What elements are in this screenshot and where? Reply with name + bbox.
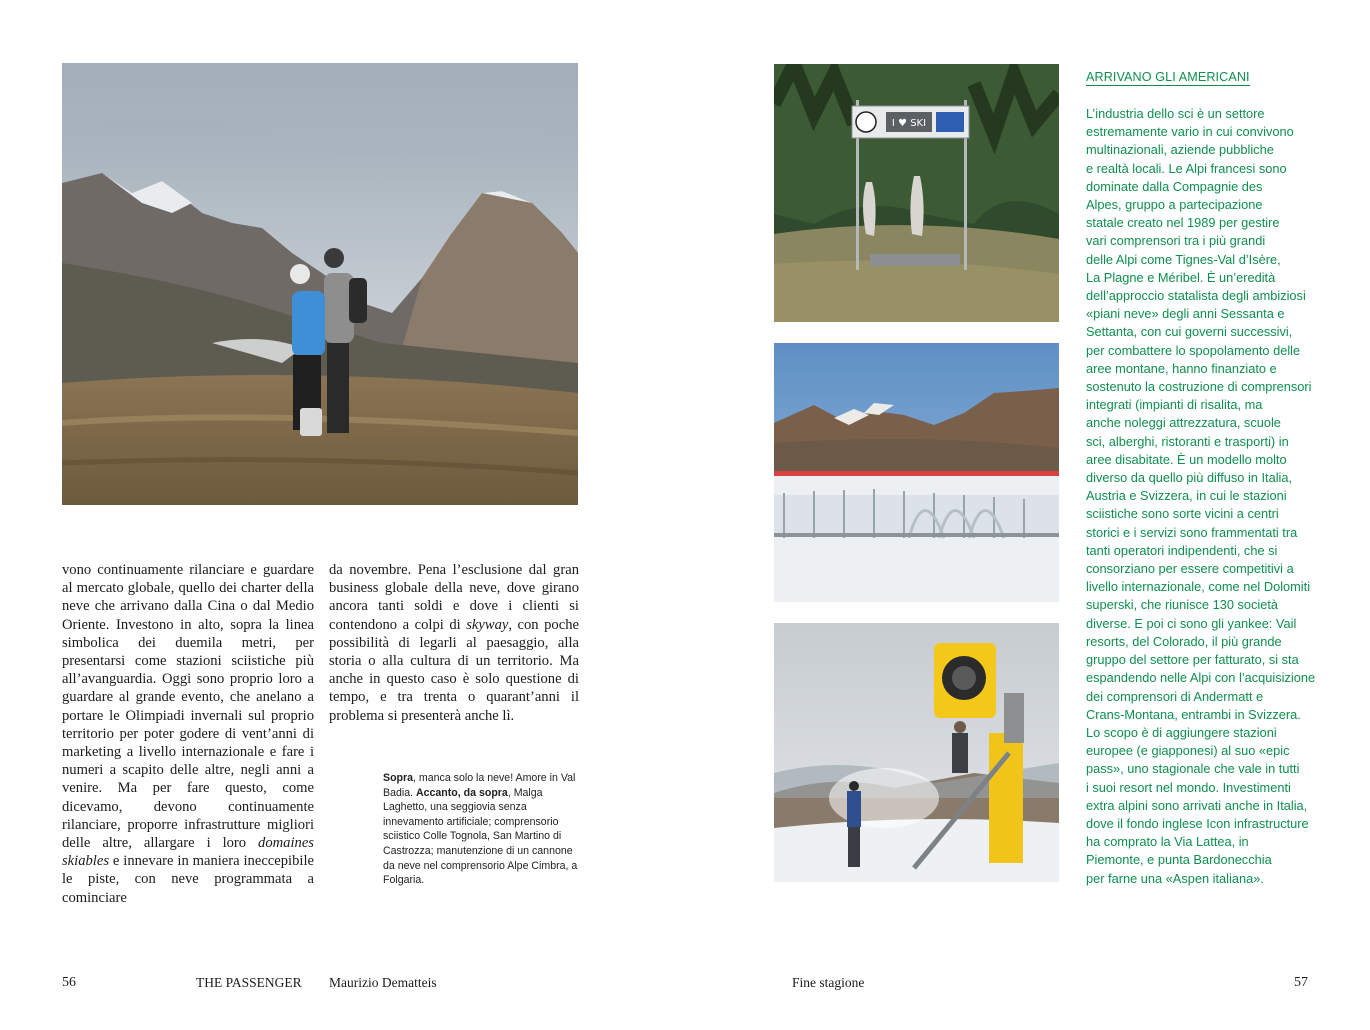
caption-bold-1: Sopra: [383, 772, 414, 784]
sidebar-line: extra alpini sono arrivati anche in Italia,: [1086, 797, 1308, 813]
body-italic-2: skyway: [466, 616, 509, 633]
sidebar-line: gruppo del settore per fatturato, si sta: [1086, 652, 1299, 668]
sidebar-line: sciistiche sono sorte vicini a centri: [1086, 506, 1279, 522]
body-text-1: vono continuamente rilanciare e guardare al mercato globale, quello dei charter della neve che arrivano dalla Cina o dal Medio Oriente. Investono in alto, sopra la linea simbolica dei duemila metri, per presentarsi come stazioni sciistiche più all’avanguardia. Oggi sono proprio loro a guardare al grande evento, che anelano a portare le Olimpiadi invernali sul proprio territorio per poter godere di vent’anni di marketing a livello internazionale e fare i numeri a scapito delle altre, negli anni a venire. Ma per fare questo, come dicevamo, devono continuamente rilanciare, proporre infrastrutture migliori delle altre, allargare i loro: [62, 562, 314, 852]
sidebar-line: storici e i servizi sono frammentati tra: [1086, 524, 1298, 540]
caption-text-1: , manca solo la neve! Amore in Val Badia.: [383, 772, 576, 799]
sidebar-line: dell’approccio statalista degli ambiziosi: [1086, 288, 1306, 304]
sidebar-line: sci, alberghi, ristoranti e trasporti) in: [1086, 433, 1289, 449]
sidebar-line: L’industria dello sci è un settore: [1086, 106, 1265, 121]
body-italic-1: domaines skiables: [62, 835, 314, 870]
sidebar-line: pass», uno stagionale che vale in tutti: [1086, 761, 1300, 777]
sidebar-line: diverso da quello più diffuso in Italia,: [1086, 470, 1293, 486]
magazine-title: THE PASSENGER: [196, 975, 302, 990]
sidebar-line: integrati (impianti di risalita, ma: [1086, 397, 1263, 413]
body-text-2: da novembre. Pena l’esclusione dal gran business globale della neve, dove girano ancora tanti soldi e dove i clienti si contendono a colpi di: [329, 562, 579, 633]
sidebar-line: Lo scopo è di aggiungere stazioni: [1086, 724, 1277, 740]
sidebar-line: per farne una «Aspen italiana».: [1086, 870, 1264, 886]
sidebar-line: Crans-Montana, entrambi in Svizzera.: [1086, 706, 1301, 722]
sidebar-line: dove il fondo inglese Icon infrastructure: [1086, 815, 1309, 831]
snow-cannon-photo: [774, 623, 1059, 882]
sidebar-line: diverse. E poi ci sono gli yankee: Vail: [1086, 615, 1297, 631]
sidebar-line: anche noleggi attrezzatura, scuole: [1086, 415, 1281, 431]
sidebar-line: consorziano per essere competitivi a: [1086, 561, 1294, 577]
caption-bold-2: Accanto, da sopra: [415, 786, 508, 799]
sidebar-line: e realtà locali. Le Alpi francesi sono: [1086, 160, 1287, 176]
sidebar-line: statale creato nel 1989 per gestire: [1086, 215, 1280, 231]
caption-text-2: , Malga Laghetto, una seggiovia senza innevamento artificiale; comprensorio sciistico Colle Tognola, San Martino di Castrozza; manutenzione di un cannone da neve nel comprensorio Alpe Cimbra, a Folgaria.: [383, 786, 578, 887]
sidebar-line: vari comprensori tra i più grandi: [1086, 233, 1266, 249]
sidebar-line: aree disabitate. È un modello molto: [1086, 451, 1287, 467]
photo-caption: [383, 771, 583, 888]
sidebar-line: sostenuto la costruzione di comprensori: [1086, 379, 1312, 395]
page-number-right: 57: [1294, 975, 1308, 990]
sidebar-line: espandendo nelle Alpi con l’acquisizione: [1086, 670, 1316, 686]
sidebar-line: ha comprato la Via Lattea, in: [1086, 834, 1249, 850]
sidebar-line: resorts, del Colorado, il più grande: [1086, 633, 1282, 649]
sidebar-line: delle Alpi come Tignes-Val d’Isère,: [1086, 251, 1281, 267]
ski-slope-photo: [774, 343, 1059, 602]
sidebar-line: La Plagne e Méribel. È un’eredità: [1086, 269, 1276, 285]
body-text-column-2: [329, 561, 579, 725]
sidebar-line: dei comprensori di Andermatt e: [1086, 688, 1264, 704]
lift-sign-label: I ♥ SKI: [891, 118, 927, 129]
sidebar-text: [1086, 105, 1316, 888]
section-title: Fine stagione: [792, 975, 865, 990]
couple-mountain-photo: [62, 63, 578, 505]
author-name: Maurizio Dematteis: [329, 975, 437, 990]
sidebar-line: i suoi resort nel mondo. Investimenti: [1086, 779, 1291, 795]
sidebar-line: dominate dalla Compagnie des: [1086, 178, 1263, 194]
sidebar-line: Piemonte, e punta Bardonecchia: [1086, 852, 1272, 868]
ski-lift-sign-photo: [774, 64, 1059, 322]
sidebar-line: europee (e giapponesi) al suo «epic: [1086, 743, 1290, 759]
sidebar-line: multinazionali, aziende pubbliche: [1086, 142, 1274, 158]
body-text-2-end: , con poche possibilità di legarli al paesaggio, alla storia o alla cultura di un territorio. Ma anche in questo caso è solo questione di tempo, e tra trenta o quarant’anni il problema si presenterà anche lì.: [329, 616, 579, 724]
sidebar-line: «piani neve» degli anni Sessanta e: [1086, 306, 1285, 322]
sidebar-line: tanti operatori indipendenti, che si: [1086, 542, 1278, 558]
page-number-left: 56: [62, 975, 76, 990]
sidebar-line: livello internazionale, come nel Dolomiti: [1086, 579, 1311, 595]
body-text-1-end: e innevare in maniera ineccepibile le piste, con neve programmata a cominciare: [62, 853, 314, 906]
sidebar-line: per combattere lo spopolamento delle: [1086, 342, 1301, 358]
sidebar-line: superski, che riunisce 130 società: [1086, 597, 1279, 613]
sidebar-line: Austria e Svizzera, in cui le stazioni: [1086, 488, 1287, 504]
sidebar-heading: ARRIVANO GLI AMERICANI: [1086, 70, 1250, 84]
body-text-column-1: [62, 561, 314, 907]
sidebar-line: estremamente vario in cui convivono: [1086, 124, 1294, 140]
sidebar-line: Settanta, con cui governi successivi,: [1086, 324, 1293, 340]
sidebar-line: aree montane, hanno finanziato e: [1086, 360, 1277, 376]
sidebar-line: Alpes, gruppo a partecipazione: [1086, 197, 1263, 213]
